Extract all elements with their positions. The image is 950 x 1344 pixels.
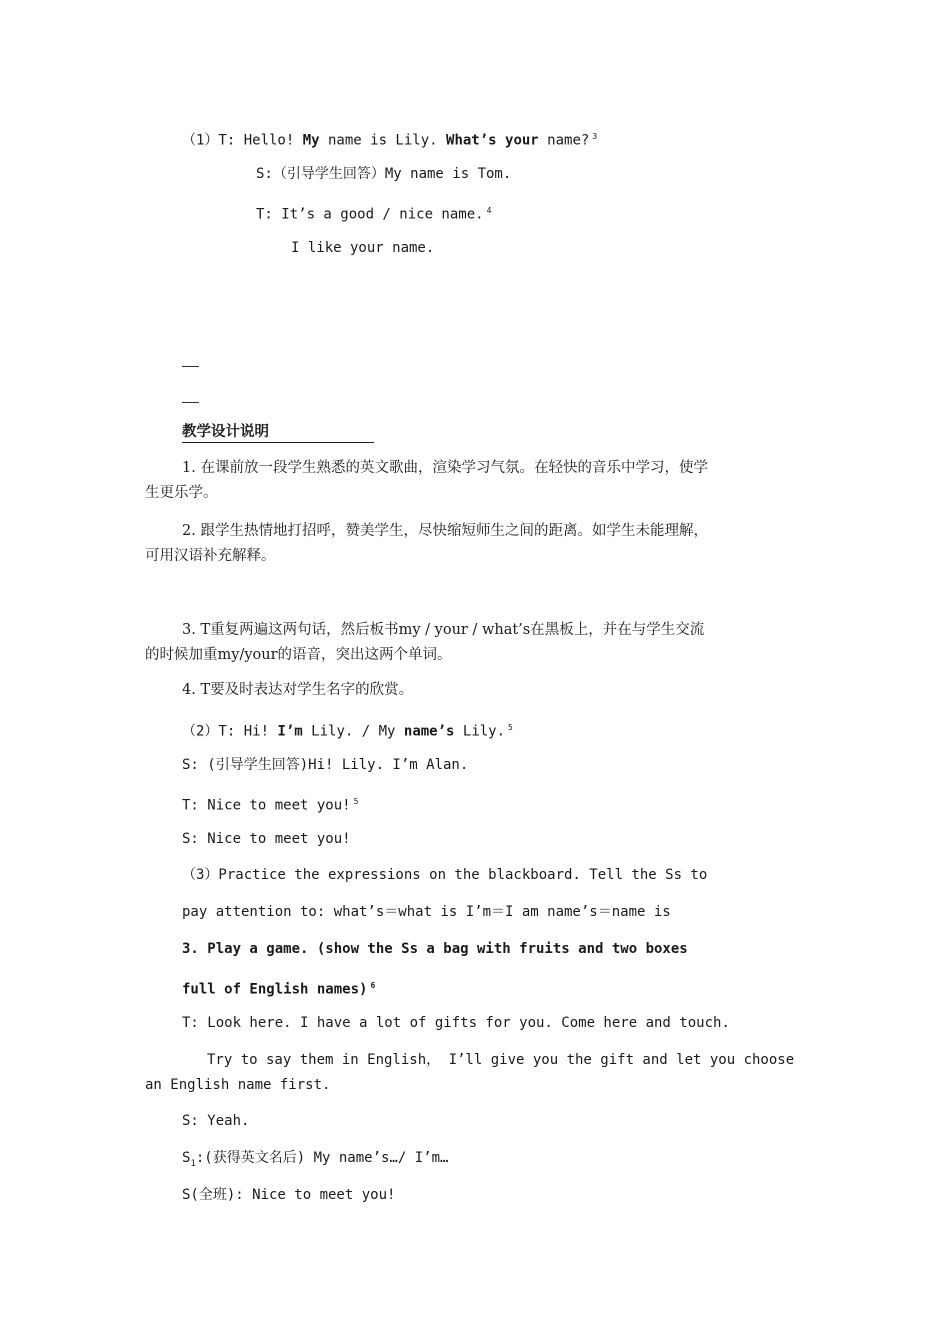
dialog2-line4: S: Nice to meet you! (182, 831, 351, 847)
dialog2-names: name’s (403, 723, 455, 740)
game-s-yeah: S: Yeah. (182, 1113, 250, 1129)
dialog2-line1-prefix: （2）T: Hi! (182, 723, 278, 740)
dialog1-line1-mid: name is Lily. (319, 132, 447, 149)
dialog2-im: I’m (277, 723, 303, 740)
footnote-ref: 3 (592, 132, 598, 141)
game-t-line1: T: Look here. I have a lot of gifts for you. Come here and touch. (182, 1015, 730, 1031)
game-s1-prefix: S (182, 1150, 191, 1166)
footnote-ref: 4 (486, 206, 492, 215)
game-s-all: S(全班): Nice to meet you! (182, 1187, 396, 1203)
note-item-2-b: 可用汉语补充解释。 (145, 548, 276, 564)
note-item-1-b: 生更乐学。 (145, 485, 218, 501)
note-item-4: 4. T要及时表达对学生名字的欣赏。 (182, 682, 414, 698)
dialog3-line1: （3）Practice the expressions on the blackboard. Tell the Ss to (182, 867, 708, 883)
game-t-line2b: an English name first. (145, 1077, 331, 1093)
note-item-1-a: 1. 在课前放一段学生熟悉的英文歌曲，渲染学习气氛。在轻快的音乐中学习，使学 (182, 460, 708, 476)
separator-dash (182, 402, 199, 403)
footnote-ref: 5 (353, 797, 359, 806)
dialog1-line1 (182, 127, 597, 151)
game-s1-subscript: 1 (190, 1158, 196, 1169)
dialog2-line2: S: (引导学生回答)Hi! Lily. I’m Alan. (182, 757, 469, 773)
note-item-3-a: 3. T重复两遍这两句话，然后板书my / your / what’s在黑板上，并在与学生交流 (182, 622, 705, 638)
game-s1-line (182, 1148, 448, 1174)
dialog3-line2: pay attention to: what’s＝what is I’m＝I am name’s＝name is (182, 904, 671, 920)
note-item-3 (145, 618, 807, 668)
dialog2-line3-text: T: Nice to meet you! (182, 797, 351, 814)
game-title-line2-text: full of English names) (182, 981, 368, 998)
dialog2-line1-end: Lily. (454, 723, 506, 740)
dialog1-line1-prefix: （1）T: Hello! (182, 132, 303, 149)
game-title-line1: 3. Play a game. (show the Ss a bag with fruits and two boxes (182, 941, 688, 957)
note-item-3-b: 的时候加重my/your的语音，突出这两个单词。 (145, 647, 452, 663)
dialog2-line1-mid: Lily. / My (302, 723, 404, 740)
footnote-ref: 6 (370, 981, 376, 990)
note-item-2-a: 2. 跟学生热情地打招呼，赞美学生，尽快缩短师生之间的距离。如学生未能理解， (182, 523, 708, 539)
dialog2-line1 (182, 718, 513, 742)
dialog1-line3 (256, 201, 491, 225)
dialog1-line3-text: T: It’s a good / nice name. (256, 206, 484, 223)
dialog1-line2: S:（引导学生回答）My name is Tom. (256, 166, 512, 182)
dialog1-my: My (302, 132, 320, 149)
game-s1-rest: :(获得英文名后) My name’s…/ I’m… (195, 1150, 449, 1166)
dialog1-line4: I like your name. (291, 240, 435, 256)
game-t-line2a: Try to say them in English， I’ll give you the gift and let you choose (207, 1052, 795, 1068)
note-item-1 (145, 456, 807, 506)
dialog1-line1-end: name? (538, 132, 590, 149)
game-title-line2 (182, 976, 375, 1000)
dialog1-whats-your: What’s your (446, 132, 539, 149)
dialog2-line3 (182, 792, 358, 816)
separator-dash (182, 366, 199, 367)
footnote-ref: 5 (508, 723, 513, 732)
note-item-2 (145, 519, 807, 569)
notes-heading: 教学设计说明 (182, 422, 374, 443)
